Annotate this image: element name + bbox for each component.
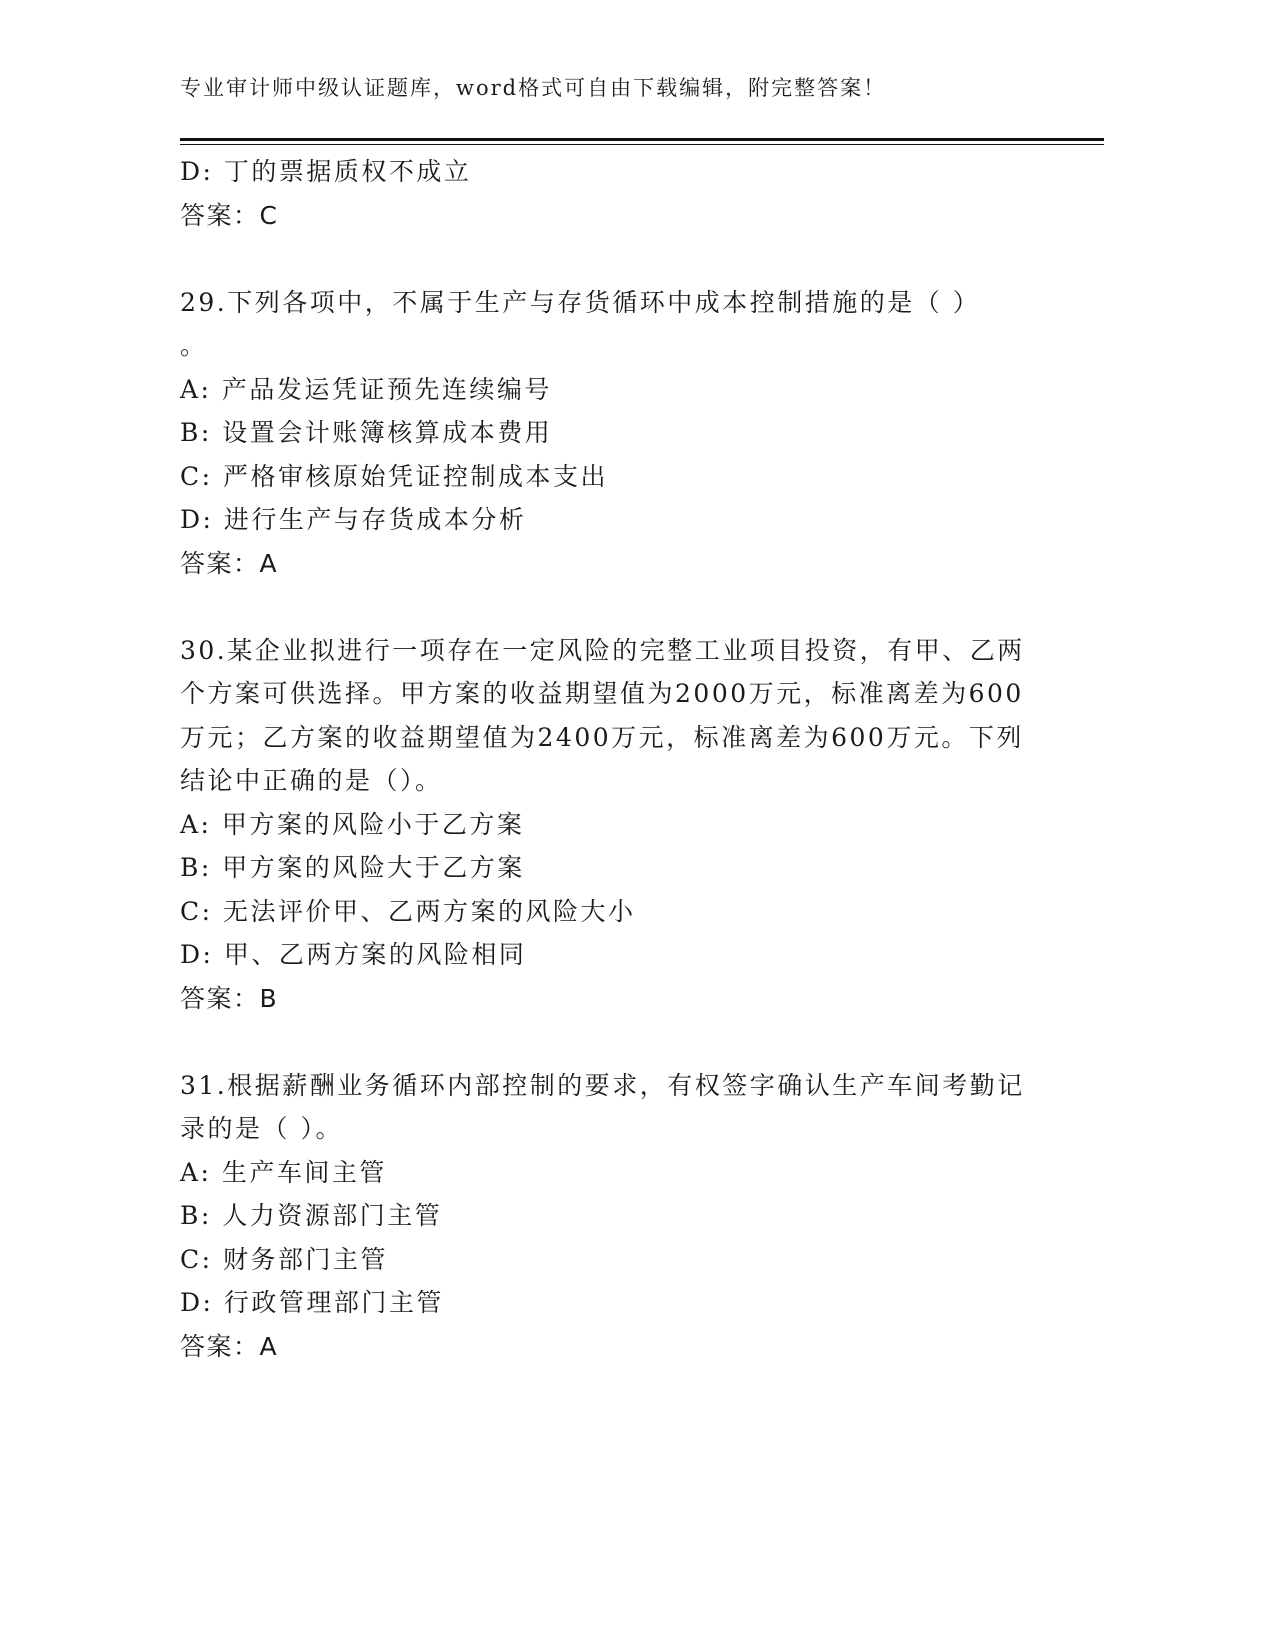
- option-a: A: 甲方案的风险小于乙方案: [180, 809, 525, 839]
- question-stem-cont: 个方案可供选择。甲方案的收益期望值为2000万元，标准离差为600: [180, 679, 1024, 708]
- question-stem-cont: 结论中正确的是（）。: [180, 766, 443, 795]
- header-rule-thick: [180, 138, 1104, 141]
- option-a: A: 生产车间主管: [180, 1157, 387, 1187]
- answer-line: 答案：B: [180, 983, 279, 1013]
- question-stem: 31.根据薪酬业务循环内部控制的要求，有权签字确认生产车间考勤记: [180, 1070, 1025, 1100]
- option-c: C: 无法评价甲、乙两方案的风险大小: [180, 896, 636, 926]
- answer-line: 答案：A: [180, 548, 279, 578]
- question-stem: 29.下列各项中，不属于生产与存货循环中成本控制措施的是（ ）: [180, 287, 981, 317]
- question-30: [180, 629, 1040, 1021]
- option-b: B: 甲方案的风险大于乙方案: [180, 853, 525, 882]
- spacer: [180, 1020, 1040, 1064]
- option-b: B: 人力资源部门主管: [180, 1201, 443, 1230]
- option-c: C: 严格审核原始凭证控制成本支出: [180, 461, 608, 491]
- question-stem-cont: 录的是（ ）。: [180, 1114, 343, 1143]
- option-b: B: 设置会计账簿核算成本费用: [180, 418, 553, 447]
- question-stem-cont: 。: [180, 331, 208, 360]
- spacer: [180, 585, 1040, 629]
- question-28-tail: [180, 150, 1040, 237]
- option-d: D: 丁的票据质权不成立: [180, 157, 472, 186]
- option-c: C: 财务部门主管: [180, 1244, 388, 1274]
- header-rule-thin: [180, 144, 1104, 145]
- option-a: A: 产品发运凭证预先连续编号: [180, 374, 552, 404]
- page-header: 专业审计师中级认证题库，word格式可自由下载编辑，附完整答案！: [180, 76, 887, 100]
- option-d: D: 行政管理部门主管: [180, 1288, 444, 1317]
- answer-line: 答案：A: [180, 1331, 279, 1361]
- question-stem-cont: 万元；乙方案的收益期望值为2400万元，标准离差为600万元。下列: [180, 722, 1024, 752]
- answer-line: 答案：C: [180, 200, 279, 230]
- spacer: [180, 237, 1040, 281]
- question-29: [180, 281, 1040, 586]
- question-stem: 30.某企业拟进行一项存在一定风险的完整工业项目投资，有甲、乙两: [180, 635, 1025, 665]
- document-body: [180, 150, 1040, 1368]
- option-d: D: 甲、乙两方案的风险相同: [180, 940, 527, 969]
- question-31: [180, 1064, 1040, 1369]
- option-d: D: 进行生产与存货成本分析: [180, 505, 527, 534]
